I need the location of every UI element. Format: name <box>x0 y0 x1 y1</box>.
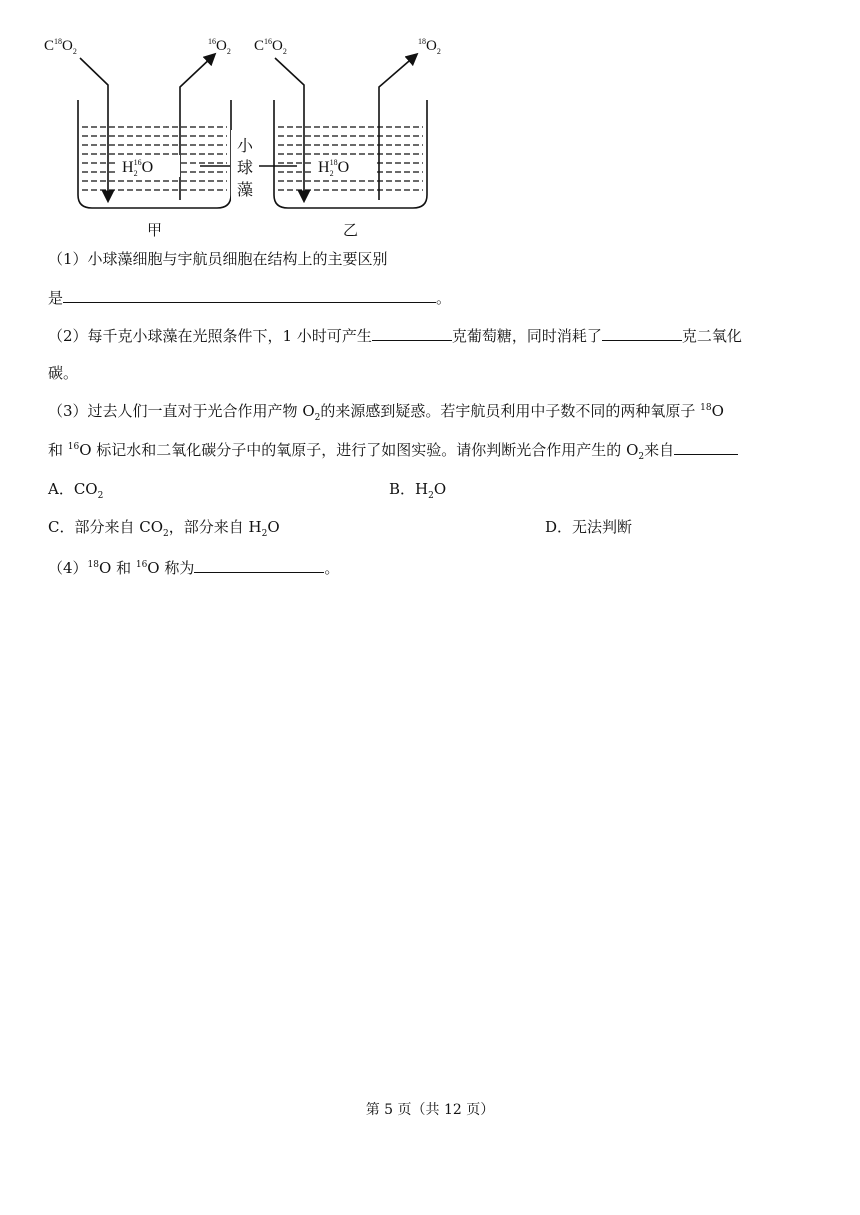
q3-text-6: 来自 <box>644 441 675 459</box>
option-c-sub2: 2 <box>261 529 268 539</box>
q3-sup-2: 16 <box>67 442 80 452</box>
q2-text-2: 克葡萄糖，同时消耗了 <box>451 327 602 345</box>
alga-label-3: 藻 <box>237 182 254 199</box>
q2-glucose-blank[interactable] <box>372 325 452 341</box>
q3-text-5: O 标记水和二氧化碳分子中的氧原子，进行了如图实验。请你判断光合作用产生的 O <box>79 441 639 459</box>
q4-text-1: （4） <box>48 559 88 577</box>
q2-text-1: （2）每千克小球藻在光照条件下，1 小时可产生 <box>48 327 372 345</box>
q4-text-2: O 和 <box>99 559 136 577</box>
left-inlet-label: $C^{18}O_2$ <box>44 37 77 56</box>
q3-option-a[interactable] <box>48 479 103 499</box>
q2-co2-blank[interactable] <box>602 325 682 341</box>
experiment-diagram <box>42 30 452 245</box>
option-a-text: A．CO <box>48 480 98 498</box>
option-a-sub: 2 <box>97 491 104 501</box>
q4-answer-blank[interactable] <box>194 557 324 573</box>
option-d-text: D．无法判断 <box>545 518 633 536</box>
q3-text-4: 和 <box>48 441 68 459</box>
q1-answer-blank[interactable] <box>63 287 436 303</box>
q4-line <box>48 557 339 578</box>
q2-text-4: 碳。 <box>48 364 79 382</box>
q3-line-2 <box>48 439 738 460</box>
q4-text-end: 。 <box>324 559 340 577</box>
alga-label-2: 球 <box>237 160 254 177</box>
experiment-figure <box>42 30 452 245</box>
q4-sup-2: 16 <box>135 560 148 570</box>
q3-text-1: （3）过去人们一直对于光合作用产物 O <box>48 402 315 420</box>
left-caption: 甲 <box>147 223 163 239</box>
q2-line-1 <box>48 325 742 346</box>
right-inlet-arrow <box>275 58 304 200</box>
q1-line-1 <box>48 249 388 269</box>
option-b-sub: 2 <box>428 491 434 501</box>
q1-text-start: 是 <box>48 289 64 307</box>
q3-text-2: 的来源感到疑惑。若宇航员利用中子数不同的两种氧原子 <box>320 402 701 420</box>
q3-option-d[interactable] <box>545 517 632 537</box>
option-b-tail: O <box>433 480 447 498</box>
q3-option-c[interactable] <box>48 517 280 537</box>
q4-text-3: O 称为 <box>147 559 195 577</box>
q3-sub-1: 2 <box>314 413 321 423</box>
page-footer: 第 5 页（共 12 页） <box>365 1102 495 1118</box>
option-c-tail: O <box>267 518 280 536</box>
left-water-label: $H_216O$ <box>122 158 154 178</box>
q1-line-2 <box>48 287 451 308</box>
left-outlet-label: $^{16}O_2$ <box>208 37 231 56</box>
q2-text-3: 克二氧化 <box>681 327 742 345</box>
q3-sup-1: 18 <box>700 403 712 413</box>
option-c-sub: 2 <box>163 529 169 539</box>
q1-text-end: 。 <box>436 289 452 307</box>
left-inlet-arrow <box>80 58 108 200</box>
right-caption: 乙 <box>343 223 359 239</box>
q1-text: （1）小球藻细胞与宇航员细胞在结构上的主要区别 <box>48 250 388 268</box>
q4-sup-1: 18 <box>87 560 99 570</box>
option-c-text: C．部分来自 CO <box>48 518 164 536</box>
q3-answer-blank[interactable] <box>674 439 738 455</box>
right-outlet-label: $^{18}O_2$ <box>418 37 441 56</box>
q3-sub-2: 2 <box>638 452 645 462</box>
option-b-text: B．H <box>389 480 429 498</box>
right-inlet-label: $C^{16}O_2$ <box>254 37 287 56</box>
q2-line-2 <box>48 363 78 383</box>
right-water-label: $H_218O$ <box>318 158 350 178</box>
option-c-mid: ，部分来自 H <box>168 518 262 536</box>
alga-label-1: 小 <box>237 138 254 155</box>
q3-option-b[interactable] <box>389 479 446 499</box>
q3-line-1 <box>48 401 724 421</box>
q3-text-3: O <box>711 402 724 420</box>
